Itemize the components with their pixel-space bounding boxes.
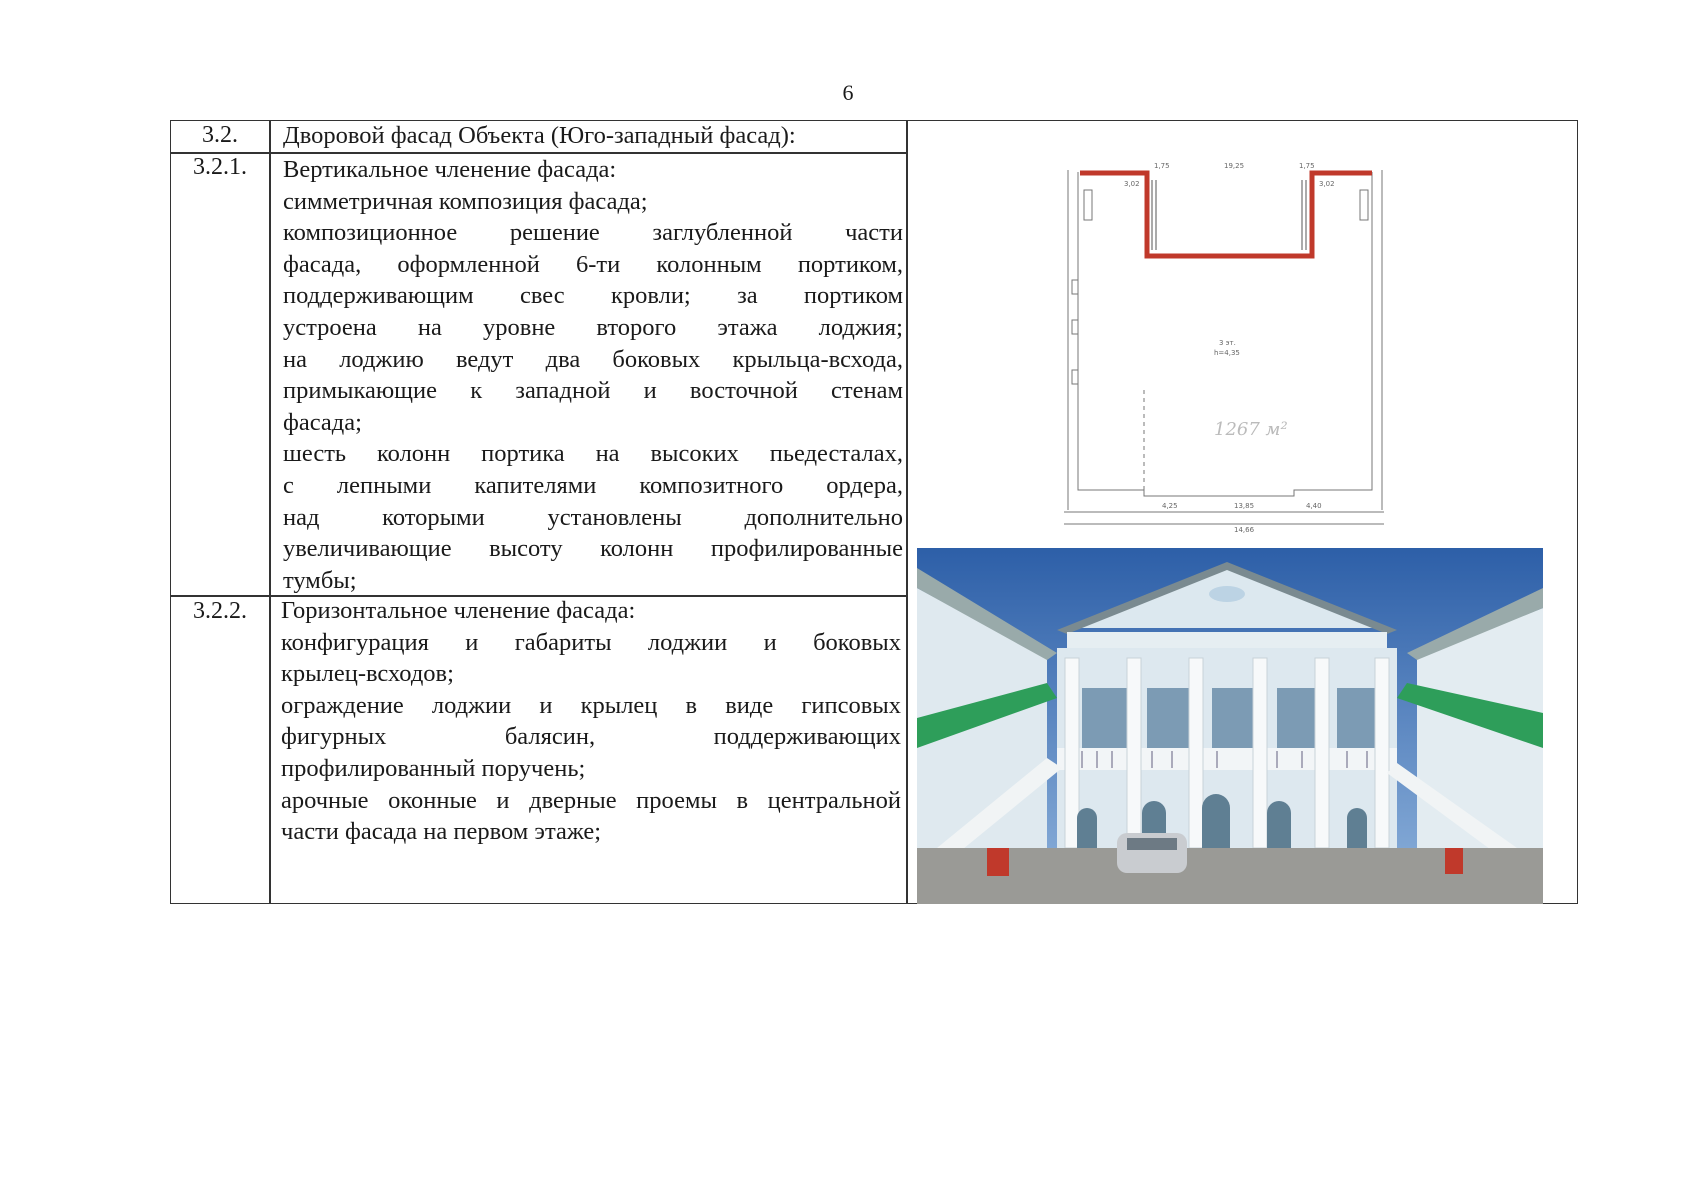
dim-label: 1,75 [1299,162,1315,170]
col-divider [906,121,908,903]
dim-label: 4,25 [1162,502,1178,510]
item-text: Горизонтальное членение фасада: конфигурация и габариты лоджии и боковых крылец-всходов; ограждение лоджии и крылец в виде гипсовых фигурных балясин, поддерживающих профилированный поручень; арочные оконные и дверные проемы в центральной части фасада на первом этаже; [281,597,901,846]
page-number: 6 [842,80,854,105]
dim-label: 14,66 [1234,526,1255,534]
dim-label: 1,75 [1154,162,1170,170]
building-photo [917,548,1543,904]
dim-label: 3,02 [1124,180,1140,188]
dim-label: 3,02 [1319,180,1335,188]
item-number: 3.2.2. [193,598,247,624]
dim-label: 4,40 [1306,502,1322,510]
item-number: 3.2.1. [193,154,247,180]
area-handwritten: 1267 м² [1214,419,1288,440]
floor-plan [1044,140,1416,550]
room-sublabel: h=4,35 [1214,349,1240,357]
section-number: 3.2. [202,122,238,148]
col-divider [269,121,271,903]
dim-label: 13,85 [1234,502,1255,510]
item-text: Вертикальное членение фасада: симметричная композиция фасада; композиционное решение заглубленной части фасада, оформленной 6-ти колонным портиком, поддерживающим свес кровли; за портиком устроена на уровне второго этажа лоджия; на лоджию ведут два боковых крыльца-всхода, примыкающие к западной и восточной стенам фасада; шесть колонн портика на высоких пьедесталах, с лепными капителями композитного ордера, над которыми установлены дополнительно увеличивающие высоту колонн профилированные тумбы; [283,156,903,594]
room-label: 3 эт. [1219,339,1236,347]
section-title: Дворовой фасад Объекта (Юго-западный фасад): [283,122,796,149]
dim-label: 19,25 [1224,162,1245,170]
